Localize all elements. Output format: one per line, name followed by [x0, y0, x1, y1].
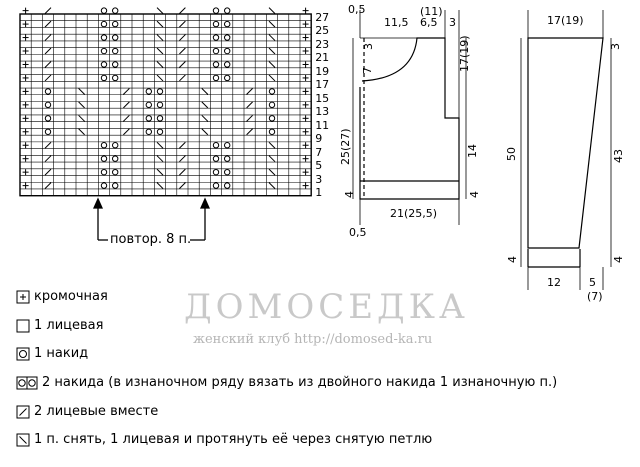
yarn-over-mark: [113, 75, 118, 80]
yarn-over-mark: [157, 116, 162, 121]
edge-stitch-mark: [23, 129, 29, 135]
yarn-over-mark: [113, 48, 118, 53]
yarn-over-mark: [113, 8, 118, 13]
yarn-over-mark: [113, 169, 118, 174]
edge-stitch-mark: [23, 142, 29, 148]
edge-stitch-mark: [303, 142, 309, 148]
yarn-over-mark: [225, 8, 230, 13]
dim-bottom-margin: 0,5: [349, 226, 367, 239]
k2tog-mark: [45, 142, 51, 148]
legend-item: [16, 431, 432, 449]
edge-stitch-mark: [23, 183, 29, 189]
skp-mark: [157, 48, 163, 54]
skp-mark: [157, 142, 163, 148]
edge-stitch-mark: [303, 88, 309, 94]
edge-stitch-mark: [23, 61, 29, 67]
yarn-over-mark: [269, 102, 274, 107]
yarn-over-mark: [225, 48, 230, 53]
dim-shoulder-right: 3: [449, 16, 456, 29]
row-number: 13: [315, 105, 330, 119]
edge-stitch-mark: [303, 183, 309, 189]
yarn-over-mark: [113, 62, 118, 67]
skp-mark: [157, 169, 163, 175]
k2tog-mark: [247, 129, 253, 135]
chart-grid: [20, 14, 311, 196]
skp-mark: [269, 61, 275, 67]
skp-mark: [79, 129, 85, 135]
yarn-over-mark: [213, 21, 218, 26]
k2tog-mark: [179, 8, 185, 14]
yarn-over-mark: [45, 116, 50, 121]
k2tog-mark: [123, 115, 129, 121]
dim-cuff-right: 4: [612, 256, 625, 263]
skp-mark: [269, 35, 275, 41]
row-number: 11: [315, 118, 330, 132]
edge-stitch-mark: [303, 129, 309, 135]
yarn-over-mark: [213, 8, 218, 13]
yarn-over-mark: [157, 129, 162, 134]
legend-item: [16, 403, 158, 421]
k2tog-mark: [123, 129, 129, 135]
yarn-over-mark: [213, 35, 218, 40]
skp-mark: [269, 75, 275, 81]
k2tog-mark: [247, 115, 253, 121]
yarn-over-mark: [213, 48, 218, 53]
yarn-over-mark: [113, 156, 118, 161]
yarn-over-mark: [225, 75, 230, 80]
yarn-over-mark: [101, 8, 106, 13]
yarn-over-mark: [101, 75, 106, 80]
double-yarn-over-icon: [16, 376, 38, 390]
yarn-over-mark: [101, 62, 106, 67]
k2tog-icon: [16, 405, 30, 419]
yarn-over-mark: [45, 102, 50, 107]
row-number: 5: [315, 159, 323, 173]
legend-item: [16, 317, 103, 335]
skp-mark: [202, 88, 208, 94]
yarn-over-mark: [225, 169, 230, 174]
edge-stitch-mark: [303, 21, 309, 27]
skp-mark: [79, 88, 85, 94]
k2tog-mark: [179, 169, 185, 175]
dim-sleeve-side: 43: [612, 149, 625, 163]
k2tog-mark: [123, 88, 129, 94]
yarn-over-mark: [45, 89, 50, 94]
legend-label: 1 п. снять, 1 лицевая и протянуть её через снятую петлю: [34, 432, 433, 447]
skp-mark: [202, 102, 208, 108]
legend-label: 2 лицевые вместе: [34, 404, 159, 419]
edge-stitch-mark: [23, 115, 29, 121]
edge-stitch-mark: [303, 48, 309, 54]
row-number: 19: [315, 64, 330, 78]
yarn-over-mark: [213, 143, 218, 148]
edge-stitch-icon: [16, 290, 30, 304]
skp-mark: [269, 21, 275, 27]
yarn-over-mark: [225, 21, 230, 26]
k2tog-mark: [179, 61, 185, 67]
edge-stitch-mark: [303, 156, 309, 162]
yarn-over-mark: [146, 89, 151, 94]
yarn-over-icon: [16, 347, 30, 361]
yarn-over-mark: [213, 156, 218, 161]
yarn-over-mark: [113, 143, 118, 148]
legend-item: [16, 288, 108, 306]
skp-mark: [157, 61, 163, 67]
skp-mark: [269, 183, 275, 189]
dim-hem-right: 4: [468, 191, 481, 198]
row-number: 3: [315, 172, 323, 186]
row-number: 23: [315, 37, 330, 51]
yarn-over-mark: [146, 102, 151, 107]
k2tog-mark: [45, 61, 51, 67]
skp-mark: [157, 75, 163, 81]
edge-stitch-mark: [23, 48, 29, 54]
dim-side-height: 25(27): [339, 128, 352, 165]
k2tog-mark: [179, 156, 185, 162]
k2tog-mark: [45, 169, 51, 175]
yarn-over-mark: [113, 21, 118, 26]
edge-stitch-mark: [23, 156, 29, 162]
legend-label: 2 накида (в изнаночном ряду вязать из двойного накида 1 изнаночную п.): [42, 375, 558, 390]
skp-mark: [157, 156, 163, 162]
yarn-over-mark: [101, 21, 106, 26]
k2tog-mark: [45, 183, 51, 189]
k2tog-mark: [45, 48, 51, 54]
skp-mark: [157, 183, 163, 189]
yarn-over-mark: [225, 156, 230, 161]
yarn-over-mark: [213, 169, 218, 174]
legend-item: [16, 345, 88, 363]
skp-mark: [79, 115, 85, 121]
skp-mark: [157, 8, 163, 14]
yarn-over-mark: [146, 116, 151, 121]
k2tog-mark: [45, 156, 51, 162]
yarn-over-mark: [225, 35, 230, 40]
edge-stitch-mark: [303, 115, 309, 121]
edge-stitch-mark: [23, 35, 29, 41]
skp-mark: [269, 48, 275, 54]
dim-half-width: 21(25,5): [390, 207, 438, 220]
watermark-title: ДОМОСЕДКА: [184, 287, 469, 327]
dim-cuff-left: 4: [506, 256, 519, 263]
skp-mark: [269, 169, 275, 175]
row-number: 9: [315, 132, 323, 146]
edge-stitch-mark: [303, 75, 309, 81]
edge-stitch-mark: [23, 8, 29, 14]
repeat-label: повтор. 8 п.: [110, 232, 192, 247]
row-number: 25: [315, 24, 330, 38]
yarn-over-mark: [101, 48, 106, 53]
watermark-subtitle: женский клуб http://domosed-ka.ru: [193, 332, 433, 347]
skp-mark: [202, 115, 208, 121]
skp-icon: [16, 433, 30, 447]
dim-side-lower: 14: [466, 144, 479, 158]
k2tog-mark: [179, 75, 185, 81]
dim-shoulder-width: 11,5: [384, 16, 409, 29]
yarn-over-mark: [225, 183, 230, 188]
edge-stitch-mark: [303, 169, 309, 175]
edge-stitch-mark: [23, 75, 29, 81]
skp-mark: [79, 102, 85, 108]
yarn-over-mark: [101, 143, 106, 148]
sleeve-outline: [528, 38, 603, 248]
k2tog-mark: [45, 21, 51, 27]
edge-stitch-mark: [303, 8, 309, 14]
yarn-over-mark: [157, 102, 162, 107]
yarn-over-mark: [225, 62, 230, 67]
k2tog-mark: [179, 142, 185, 148]
row-number: 15: [315, 91, 330, 105]
skp-mark: [269, 156, 275, 162]
k2tog-mark: [179, 48, 185, 54]
k2tog-mark: [123, 102, 129, 108]
edge-stitch-mark: [303, 35, 309, 41]
skp-mark: [269, 8, 275, 14]
k2tog-mark: [247, 88, 253, 94]
k2tog-mark: [247, 102, 253, 108]
yarn-over-mark: [225, 143, 230, 148]
dim-sleeve-cap: 3: [609, 43, 622, 50]
dim-increase: 5: [589, 276, 596, 289]
row-number: 27: [315, 11, 330, 24]
k2tog-mark: [179, 35, 185, 41]
k2tog-mark: [45, 35, 51, 41]
yarn-over-mark: [101, 156, 106, 161]
knit-stitch-icon: [16, 319, 30, 333]
yarn-over-mark: [269, 129, 274, 134]
skp-mark: [157, 35, 163, 41]
edge-stitch-mark: [23, 102, 29, 108]
dim-hem-left: 4: [343, 191, 356, 198]
edge-stitch-mark: [23, 169, 29, 175]
yarn-over-mark: [101, 183, 106, 188]
row-number: 21: [315, 51, 330, 65]
dim-neck-top: (11): [420, 5, 443, 18]
yarn-over-mark: [269, 89, 274, 94]
dim-top-left-margin: 0,5: [348, 3, 366, 16]
dim-neck-width: 6,5: [420, 16, 438, 29]
dim-left-top: 3: [362, 43, 375, 50]
k2tog-mark: [179, 183, 185, 189]
dim-sleeve-top: 17(19): [547, 14, 584, 27]
yarn-over-mark: [146, 129, 151, 134]
yarn-over-mark: [113, 35, 118, 40]
knitting-chart: [0, 0, 330, 260]
dim-sleeve-length: 50: [505, 147, 518, 161]
row-number: 17: [315, 78, 330, 92]
k2tog-mark: [179, 21, 185, 27]
dim-armhole-height: 17(19): [458, 35, 471, 72]
edge-stitch-mark: [23, 21, 29, 27]
yarn-over-mark: [269, 116, 274, 121]
yarn-over-mark: [213, 62, 218, 67]
front-outline: [360, 38, 459, 199]
k2tog-mark: [45, 75, 51, 81]
edge-stitch-mark: [303, 61, 309, 67]
yarn-over-mark: [101, 169, 106, 174]
dim-cuff-width: 12: [547, 276, 561, 289]
row-number: 7: [315, 145, 323, 159]
legend-item: [16, 374, 557, 392]
k2tog-mark: [45, 8, 51, 14]
legend-label: кромочная: [34, 289, 108, 304]
yarn-over-mark: [101, 35, 106, 40]
yarn-over-mark: [213, 75, 218, 80]
yarn-over-mark: [157, 89, 162, 94]
yarn-over-mark: [45, 129, 50, 134]
legend-label: 1 накид: [34, 346, 89, 361]
yarn-over-mark: [213, 183, 218, 188]
skp-mark: [202, 129, 208, 135]
dim-neck-depth: 7: [361, 67, 374, 74]
edge-stitch-mark: [23, 88, 29, 94]
row-number: 1: [315, 185, 323, 199]
skp-mark: [157, 21, 163, 27]
legend-label: 1 лицевая: [34, 318, 104, 333]
skp-mark: [269, 142, 275, 148]
yarn-over-mark: [113, 183, 118, 188]
dim-increase-alt: (7): [587, 290, 603, 303]
edge-stitch-mark: [303, 102, 309, 108]
